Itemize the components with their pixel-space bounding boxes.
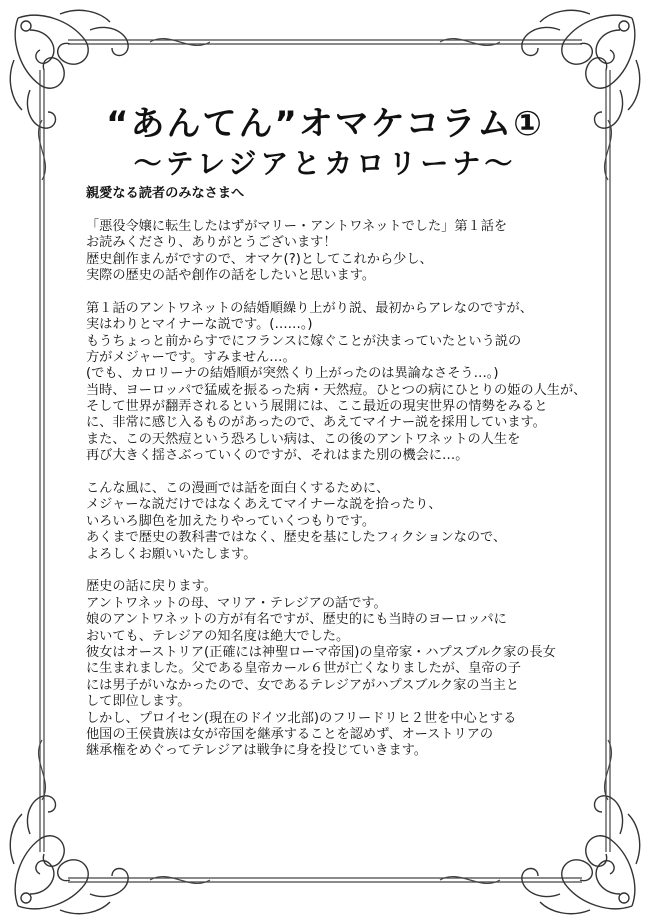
text-line: あくまで歴史の教科書ではなく、歴史を基にしたフィクションなので、 (86, 530, 507, 546)
text-line: お読みくださり、ありがとうございます！ (86, 235, 337, 251)
text-line: 当時、ヨーロッパで猛威を振るった病・天然痘。ひとつの病にひとりの姫の人生が、 (86, 382, 587, 398)
text-line: 歴史創作まんがですので、オマケ(?)としてこれから少し、 (86, 251, 433, 267)
column-title: “あんてん”オマケコラム① (106, 104, 544, 144)
text-line: 実際の歴史の話や創作の話をしたいと思います。 (86, 267, 376, 283)
text-line: しかし、プロイセン(現在のドイツ北部)のフリードリヒ２世を中心とする (86, 710, 517, 726)
text-line: 方がメジャーです。すみません…。 (86, 349, 296, 365)
paragraph-intro (86, 219, 586, 285)
column-body (86, 186, 586, 760)
text-line: おいても、テレジアの知名度は絶大でした。 (86, 628, 350, 644)
paragraph-marriage (86, 301, 586, 465)
text-line: 再び大きく揺さぶっていくのですが、それはまた別の機会に…。 (86, 448, 469, 464)
text-line: 実はわりとマイナーな説です。(……。) (86, 317, 313, 333)
text-line: (でも、カロリーナの結婚順が突然くり上がったのは異論なさそう…。) (86, 366, 499, 382)
text-line: メジャーな説だけではなくあえてマイナーな説を拾ったり、 (86, 497, 442, 513)
column-subtitle: 〜テレジアとカロリーナ〜 (133, 147, 517, 180)
text-line: して即位します。 (86, 694, 191, 710)
text-line: 第１話のアントワネットの結婚順繰り上がり説、最初からアレなのですが、 (86, 300, 533, 316)
text-line: 継承権をめぐってテレジアは戦争に身を投じていきます。 (86, 743, 427, 759)
text-line: いろいろ脚色を加えたりやっていくつもりです。 (86, 513, 376, 529)
text-line: には男子がいなかったので、女であるテレジアがハプスブルク家の当主と (86, 677, 520, 693)
text-line: また、この天然痘という恐ろしい病は、この後のアントワネットの人生を (86, 431, 521, 447)
paragraph-theresia (86, 579, 586, 759)
text-line: そして世界が翻弄されるという展開には、ここ最近の現実世界の情勢をみると (86, 399, 548, 415)
text-line: 「悪役令嬢に転生したはずがマリー・アントワネットでした」第１話を (86, 218, 508, 234)
text-line: に生まれました。父である皇帝カール６世が亡くなりましたが、皇帝の子 (86, 661, 521, 677)
text-line: こんな風に、この漫画では話を面白くするために、 (86, 481, 390, 497)
corner-ornament-bottom-right (522, 796, 640, 914)
text-line: 歴史の話に戻ります。 (86, 579, 217, 595)
paragraph-greeting (86, 186, 586, 202)
corner-ornament-bottom-left (10, 796, 128, 914)
text-line: アントワネットの母、マリア・テレジアの話です。 (86, 595, 387, 611)
text-line: 他国の王侯貴族は女が帝国を継承することを認めず、オーストリアの (86, 726, 494, 742)
text-line: 彼女はオーストリア(正確には神聖ローマ帝国)の皇帝家・ハプスブルク家の長女 (86, 644, 556, 660)
text-line: 娘のアントワネットの方が有名ですが、歴史的にも当時のヨーロッパに (86, 612, 507, 628)
text-line: に、非常に感じ入るものがあったので、あえてマイナー説を採用しています。 (86, 415, 546, 431)
text-line: よろしくお願いいたします。 (86, 546, 257, 562)
paragraph-fiction (86, 481, 586, 563)
text-line: 親愛なる読者のみなさまへ (86, 186, 245, 201)
text-line: もうちょっと前からすでにフランスに嫁ぐことが決まっていたという説の (86, 333, 522, 349)
